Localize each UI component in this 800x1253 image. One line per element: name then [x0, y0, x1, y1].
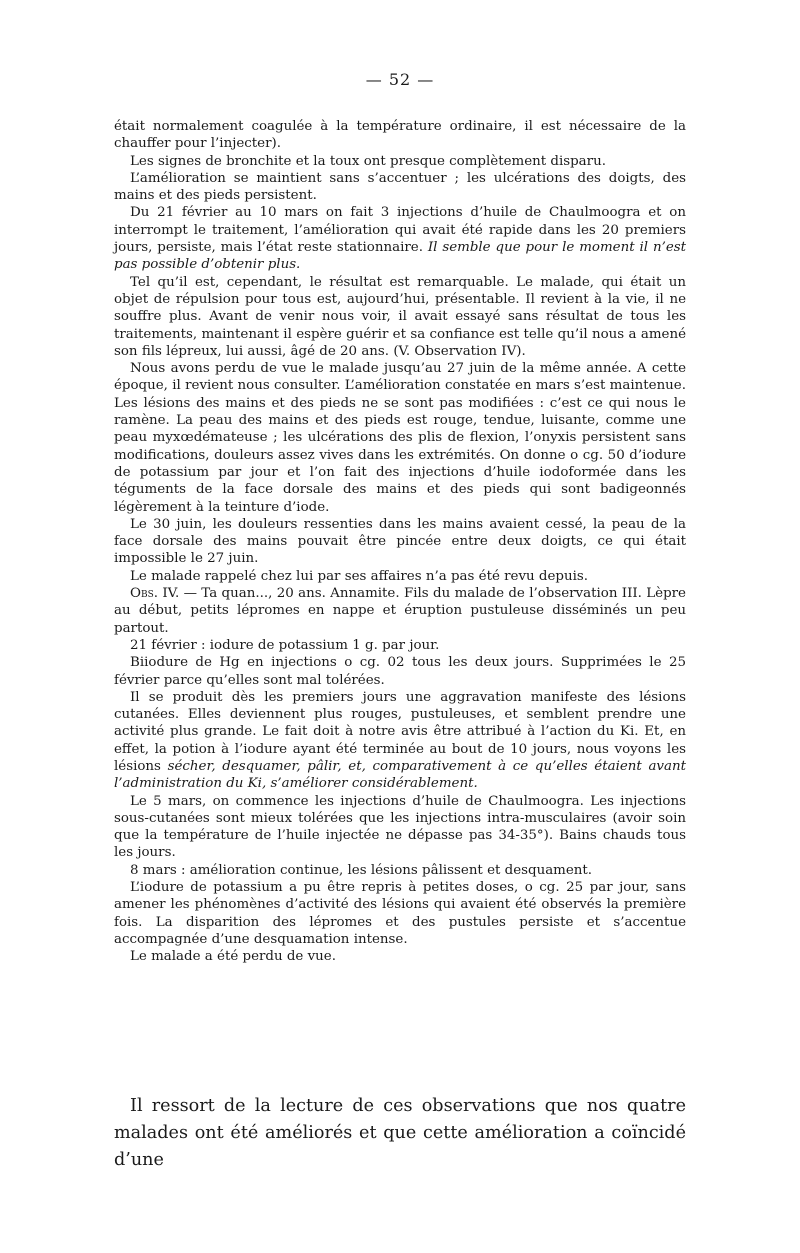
observation-text: — Ta quan..., 20 ans. Annamite. Fils du malade de l’observation III. Lèpre au début, petits lépromes en nappe et éruption pustuleuse disséminés un peu partout.: [114, 586, 686, 636]
body-text: [114, 118, 686, 966]
paragraph: Le 30 juin, les douleurs ressenties dans les mains avaient cessé, la peau de la face dorsale des mains pouvait être pincée entre deux doigts, ce qui était impossible le 27 juin.: [114, 516, 686, 567]
paragraph: L’iodure de potassium a pu être repris à petites doses, o cg. 25 par jour, sans amener les phénomènes d’activité des lésions qui avaient été observés la première fois. La disparition des lépromes et des pustules persiste et s’accentue accompagnée d’une desquamation intense.: [114, 880, 686, 947]
conclusion-paragraph: Il ressort de la lecture de ces observations que nos quatre malades ont été améliorés et que cette amélioration a coïncidé d’une: [114, 1096, 686, 1170]
paragraph: Biiodure de Hg en injections o cg. 02 tous les deux jours. Supprimées le 25 février parce qu’elles sont mal tolérées.: [114, 655, 686, 688]
italic-run: Il semble que pour le moment il n’est pas possible d’obtenir plus.: [114, 240, 686, 273]
text-run: Du 21 février au 10 mars on fait 3 injections d’huile de Chaulmoogra et on interrompt le traitement, l’amélioration qui avait été rapide dans les 20 premiers jours, persiste, mais l’état reste stationnaire.: [114, 205, 686, 256]
observation-heading: [114, 585, 686, 637]
paragraph: [114, 204, 686, 273]
paragraph: Le 5 mars, on commence les injections d’huile de Chaulmoogra. Les injections sous-cutanées sont mieux tolérées que les injections intra-musculaires (avoir soin que la température de l’huile injectée ne dépasse pas 34-35°). Bains chauds tous les jours.: [114, 793, 686, 861]
paragraph: Tel qu’il est, cependant, le résultat est remarquable. Le malade, qui était un objet de répulsion pour tous est, aujourd’hui, présentable. Il revient à la vie, il ne souffre plus. Avant de venir nous voir, il avait essayé sans résultat de tous les traitements, maintenant il espère guérir et sa confiance est telle qu’il nous a amené son fils lépreux, lui aussi, âgé de 20 ans. (V. Observation IV).: [114, 274, 686, 359]
paragraph: L’amélioration se maintient sans s’accentuer ; les ulcérations des doigts, des mains et des pieds persistent.: [114, 170, 686, 204]
italic-run: sécher, desquamer, pâlir, et, comparativement à ce qu’elles étaient avant l’administration du Ki, s’améliorer considérablement.: [114, 758, 686, 792]
paragraph: Les signes de bronchite et la toux ont presque complètement disparu.: [130, 153, 606, 169]
text-run: Il se produit dès les premiers jours une aggravation manifeste des lésions cutanées. Elles deviennent plus rouges, pustuleuses, et semblent prendre une activité plus grande. Le fait doit à notre avis être attribué à l’action du Ki. Et, en effet, la potion à l’iodure ayant été terminée au bout de 10 jours, nous voyons les lésions: [114, 689, 686, 774]
paragraph-continuation: était normalement coagulée à la température ordinaire, il est nécessaire de la chauffer pour l’injecter).: [114, 119, 686, 152]
paragraph: Le malade a été perdu de vue.: [130, 949, 336, 965]
observation-label: Obs. IV.: [130, 586, 180, 602]
paragraph: Le malade rappelé chez lui par ses affaires n’a pas été revu depuis.: [130, 568, 589, 584]
paragraph: [114, 689, 686, 793]
paragraph: 21 février : iodure de potassium 1 g. par jour.: [130, 637, 440, 653]
paragraph: Nous avons perdu de vue le malade jusqu’au 27 juin de la même année. A cette époque, il revient nous consulter. L’amélioration constatée en mars s’est maintenue. Les lésions des mains et des pieds ne se sont pas modifiées : c’est ce qui nous le ramène. La peau des mains et des pieds est rouge, tendue, luisante, comme une peau myxœdémateuse ; les ulcérations des plis de flexion, l’onyxis persistent sans modifications, douleurs assez vives dans les extrémités. On donne o cg. 50 d’iodure de potassium par jour et l’on fait des injections d’huile iodoformée dans les téguments de la face dorsale des mains et des pieds qui sont badigeonnés légèrement à la teinture d’iode.: [114, 361, 686, 515]
page-number: — 52 —: [365, 70, 435, 89]
paragraph: 8 mars : amélioration continue, les lésions pâlissent et desquament.: [130, 862, 593, 878]
